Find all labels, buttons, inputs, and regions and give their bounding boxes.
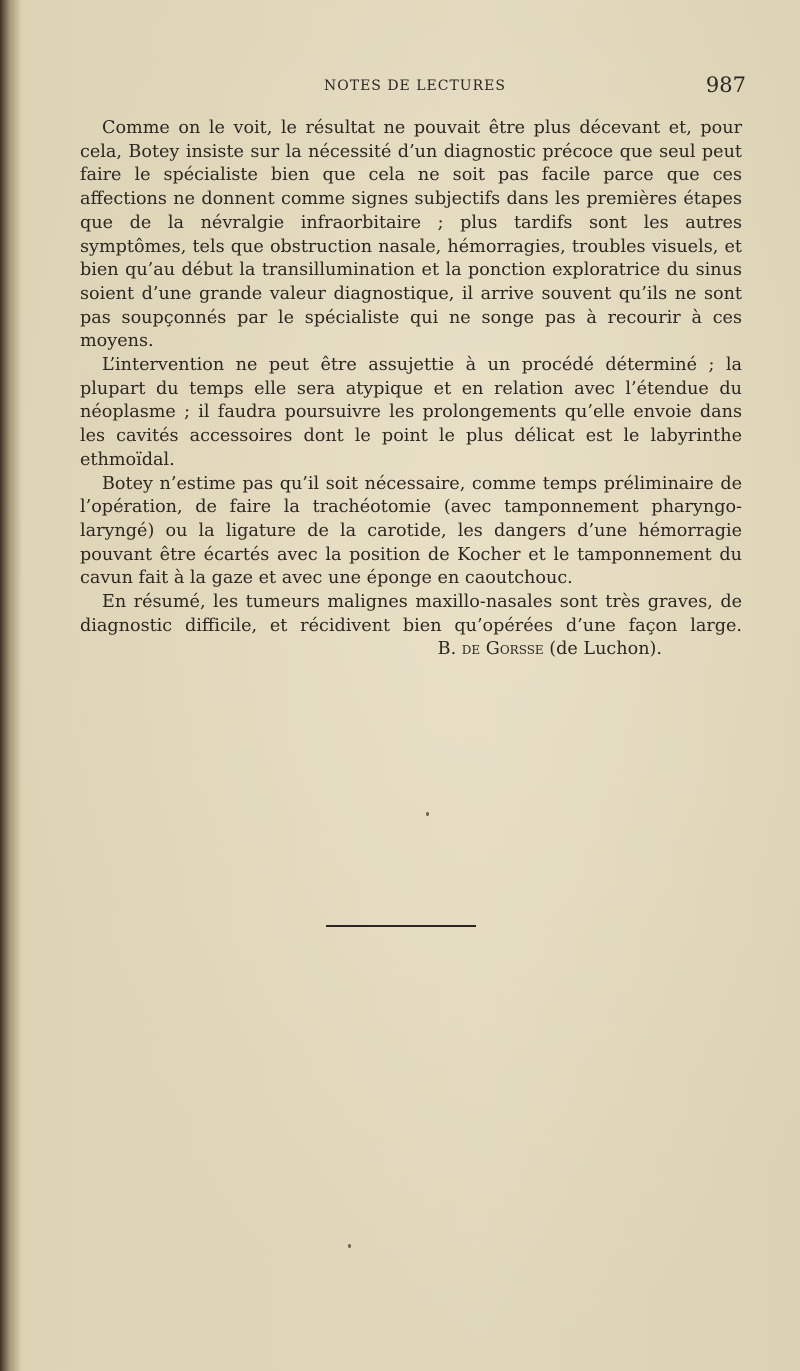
book-spine-shadow bbox=[0, 0, 22, 1371]
signature-place: (de Luchon). bbox=[543, 639, 662, 660]
paper-speck bbox=[348, 1244, 351, 1248]
body-text bbox=[80, 117, 742, 686]
author-signature bbox=[438, 638, 662, 662]
running-head: NOTES DE LECTURES bbox=[324, 78, 506, 94]
paragraph-2: L’intervention ne peut être assujettie à un procédé déterminé ; la plupart du temps elle sera atypique et en relation avec l’étendue du néoplasme ; il faudra poursuivre les prolongements qu’elle envoie dans les cavités accessoires dont le point le plus délicat est le labyrinthe ethmoïdal. bbox=[80, 355, 742, 470]
page-number: 987 bbox=[705, 73, 746, 97]
section-end-rule bbox=[326, 925, 476, 927]
paragraph-1: Comme on le voit, le résultat ne pouvait être plus décevant et, pour cela, Botey insiste sur la nécessité d’un diagnostic précoce que seul peut faire le spécialiste bien que cela ne soit pas facile parce que ces affections ne donnent comme signes subjectifs dans les premières étapes que de la névralgie infraorbitaire ; plus tardifs sont les autres symptômes, tels que obstruction nasale, hémorragies, troubles visuels, et bien qu’au début la transillumination et la ponction exploratrice du sinus soient d’une grande valeur diagnostique, il arrive souvent qu’ils ne sont pas soupçonnés par le spécialiste qui ne songe pas à recourir à ces moyens. bbox=[80, 118, 742, 352]
paragraph-4-text: En résumé, les tumeurs malignes maxillo-nasales sont très graves, de diagnostic difficile, et récidivent bien qu’opérées d’une façon large. bbox=[80, 592, 742, 636]
paper-speck bbox=[426, 812, 429, 816]
paragraph-3: Botey n’estime pas qu’il soit nécessaire, comme temps préliminaire de l’opération, de faire la trachéotomie (avec tamponnement pharyngo-laryngé) ou la ligature de la carotide, les dangers d’une hémorragie pouvant être écartés avec la position de Kocher et le tamponnement du cavun fait à la gaze et avec une éponge en caoutchouc. bbox=[80, 473, 742, 589]
signature-particle: de bbox=[461, 639, 481, 660]
signature-initial: B. bbox=[437, 639, 462, 660]
paragraph-4 bbox=[80, 591, 742, 686]
page-header bbox=[80, 73, 750, 100]
signature-surname: Gorsse bbox=[480, 639, 544, 660]
